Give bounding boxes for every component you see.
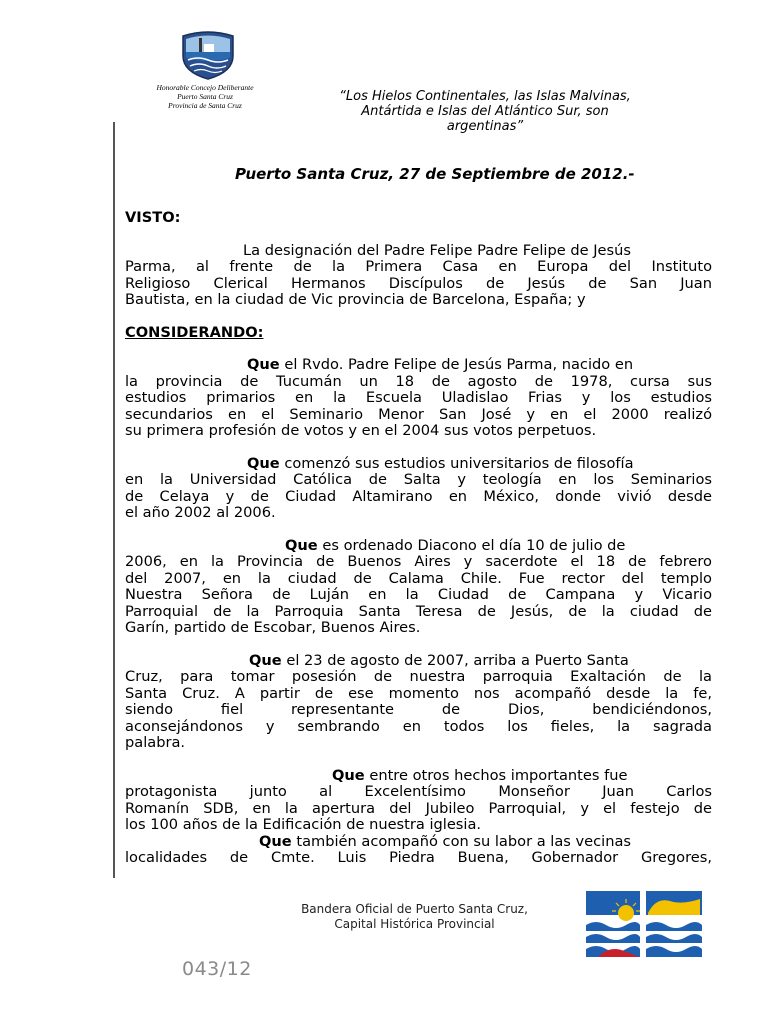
paragraph-line: localidades de Cmte. Luis Piedra Buena, Gobernador Gregores, (125, 849, 712, 866)
paragraph-line: de Celaya y de Ciudad Altamirano en México, donde vivió desde (125, 487, 712, 505)
paragraph-line: protagonista junto al Excelentísimo Monseñor Juan Carlos (125, 783, 712, 800)
dateline: Puerto Santa Cruz, 27 de Septiembre de 2012.- (235, 165, 635, 183)
official-flag-image (586, 891, 702, 957)
que-word: Que (247, 454, 280, 472)
motto-line: “Los Hielos Continentales, las Islas Malvinas, (339, 89, 631, 104)
paragraph-first-line (125, 653, 712, 670)
motto-line: argentinas” (446, 119, 524, 134)
institution-name (120, 83, 290, 110)
paragraph-line: los 100 años de la Edificación de nuestra iglesia. (125, 816, 482, 833)
que-word: Que (332, 766, 365, 784)
institution-line: Provincia de Santa Cruz (168, 101, 242, 110)
paragraph-first-line (125, 538, 712, 555)
paragraph-line: del 2007, en la ciudad de Calama Chile. Fue rector del templo (125, 569, 712, 587)
paragraph-line: Cruz, para tomar posesión de nuestra parroquia Exaltación de la (125, 668, 712, 685)
paragraph-line: palabra. (125, 734, 186, 751)
paragraph-line: en la Universidad Católica de Salta y teología en los Seminarios (125, 471, 712, 488)
paragraph-text: también acompañó con su labor a las vecinas (291, 832, 632, 850)
paragraph-line: el año 2002 al 2006. (125, 504, 276, 521)
paragraph-line: siendo fiel representante de Dios, bendiciéndonos, (125, 701, 712, 718)
que-word: Que (259, 832, 292, 850)
paragraph-line: 2006, en la Provincia de Buenos Aires y sacerdote el 18 de febrero (125, 553, 712, 570)
paragraph-first-line (125, 834, 712, 851)
que-word: Que (247, 356, 280, 373)
document-reference-number: 043/12 (182, 958, 252, 980)
visto-line: Bautista, en la ciudad de Vic provincia de Barcelona, España; y (125, 291, 586, 308)
paragraph-line: aconsejándonos y sembrando en todos los fieles, la sagrada (125, 717, 712, 735)
motto-line: Antártida e Islas del Atlántico Sur, son (361, 104, 609, 119)
visto-heading: VISTO: (125, 209, 181, 226)
que-word: Que (249, 651, 282, 669)
paragraph-text: es ordenado Diacono el día 10 de julio de (317, 536, 626, 554)
flag-caption-line: Capital Histórica Provincial (334, 917, 495, 931)
municipal-crest-logo (180, 30, 236, 80)
paragraph-line: la provincia de Tucumán un 18 de agosto de 1978, cursa sus (125, 372, 712, 390)
paragraph-text: el Rvdo. Padre Felipe de Jesús Parma, nacido en (279, 356, 634, 373)
paragraph-line: estudios primarios en la Escuela Uladislao Frias y los estudios (125, 389, 712, 406)
paragraph-text: el 23 de agosto de 2007, arriba a Puerto Santa (281, 651, 629, 669)
visto-line: Parma, al frente de la Primera Casa en Europa del Instituto (125, 258, 712, 275)
visto-line: La designación del Padre Felipe Padre Felipe de Jesús (243, 241, 631, 259)
institution-line: Honorable Concejo Deliberante (156, 83, 254, 92)
paragraph-line: Garín, partido de Escobar, Buenos Aires. (125, 619, 421, 636)
paragraph-line: Parroquial de la Parroquia Santa Teresa de Jesús, de la ciudad de (125, 602, 712, 620)
paragraph-line: Nuestra Señora de Luján en la Ciudad de Campana y Vicario (125, 586, 712, 603)
paragraph-first-line (125, 456, 712, 473)
paragraph-line: su primera profesión de votos y en el 2004 sus votos perpetuos. (125, 422, 597, 439)
margin-rule (113, 122, 115, 878)
paragraph-text: comenzó sus estudios universitarios de filosofía (279, 454, 634, 472)
paragraph-text: entre otros hechos importantes fue (364, 766, 628, 784)
institution-line: Puerto Santa Cruz (177, 92, 233, 101)
paragraph-line: secundarios en el Seminario Menor San José y en el 2000 realizó (125, 405, 712, 423)
paragraph-line: Romanín SDB, en la apertura del Jubileo Parroquial, y el festejo de (125, 799, 712, 817)
flag-caption-line: Bandera Oficial de Puerto Santa Cruz, (301, 902, 528, 916)
considerando-heading: CONSIDERANDO: (125, 323, 264, 341)
flag-caption (262, 902, 567, 932)
paragraph-first-line (125, 357, 712, 374)
paragraph-line: Santa Cruz. A partir de ese momento nos acompañó desde la fe, (125, 684, 712, 702)
paragraph-first-line (125, 768, 712, 785)
motto (300, 89, 670, 134)
que-word: Que (285, 536, 318, 554)
document-body (125, 210, 712, 867)
visto-line: Religioso Clerical Hermanos Discípulos de Jesús de San Juan (125, 274, 712, 292)
